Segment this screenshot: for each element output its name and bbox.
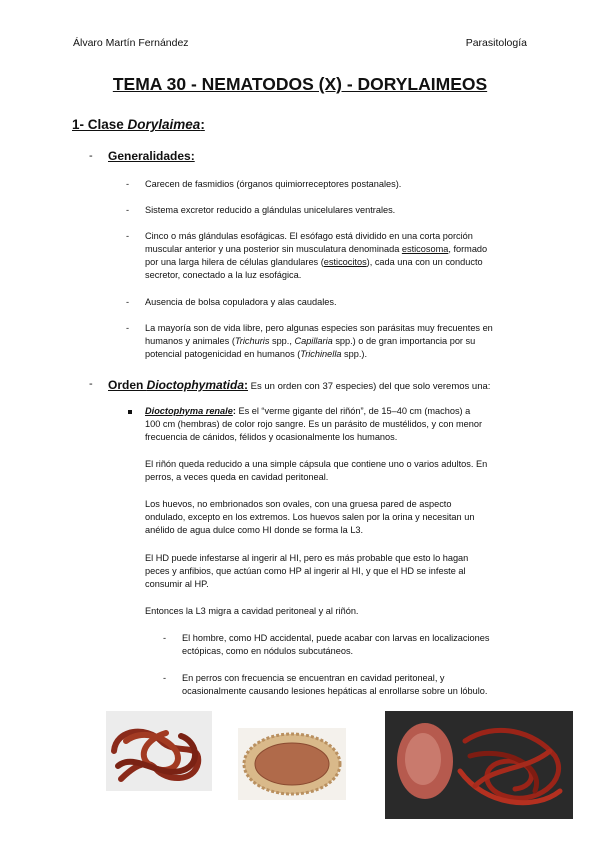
paragraph-line: Los huevos, no embrionados son ovales, con una gruesa pared de aspecto [145,499,452,509]
species-intro-line: Dioctophyma renale: Es el “verme gigante del riñón”, de 15–40 cm (machos) a [145,406,471,416]
square-bullet [128,410,132,414]
paragraph-line: perros, a veces queda en cavidad peritoneal. [145,472,329,482]
sub-list-item-line: ocasionalmente causando lesiones hepáticas al enrollarse sobre un lóbulo. [182,686,488,696]
sub-list-item-line: El hombre, como HD accidental, puede acabar con larvas en localizaciones [182,633,490,643]
paragraph-line: consumir al HP. [145,579,209,589]
sub-list-item-line: En perros con frecuencia se encuentran en cavidad peritoneal, y [182,673,445,683]
species-name: Dioctophyma renale [145,406,233,416]
paragraph-line: El HD puede infestarse al ingerir al HI, pero es más probable que esto lo hagan [145,553,469,563]
section-suffix: : [200,117,205,132]
header-subject: Parasitología [465,37,527,49]
list-item: Sistema excretor reducido a glándulas unicelulares ventrales. [145,205,396,215]
list-item-line: potencial patogenicidad en humanos (Trichinella spp.). [145,349,367,359]
bullet-dash: - [126,179,130,189]
generalidades-heading: Generalidades: [108,149,195,163]
paragraph-line: ondulado, excepto en los extremos. Los huevos salen por la orina y necesitan un [145,512,475,522]
paragraph-line: El riñón queda reducido a una simple cápsula que contiene uno o varios adultos. En [145,459,488,469]
bullet-dash: - [126,297,130,307]
bullet-dash: - [126,231,130,241]
document-title: TEMA 30 - NEMATODOS (X) - DORYLAIMEOS [112,74,488,94]
worm-photo [106,711,212,791]
species-intro-line: 100 cm (hembras) de color rojo sangre. Es un parásito de mustélidos, y con menor [145,419,483,429]
section-heading-dorylaimea [72,117,205,132]
list-item-line: humanos y animales (Trichuris spp., Capillaria spp.) o de gran importancia por su [145,336,476,346]
species-intro-line: frecuencia de cánidos, félidos y ocasionalmente los humanos. [145,432,398,442]
paragraph-line: Entonces la L3 migra a cavidad peritoneal y al riñón. [145,606,359,616]
paragraph-line: peces y anfibios, que actúan como HP al ingerir al HI, y que el HD se infeste al [145,566,466,576]
dash-marker: - [89,150,93,162]
paragraph-line: anélido de agua dulce como HI donde se forma la L3. [145,525,364,535]
sub-list-item-line: ectópicas, como en nódulos subcutáneos. [182,646,354,656]
bullet-dash: - [126,323,130,333]
sub-bullet-dash: - [163,673,167,683]
sub-bullet-dash: - [163,633,167,643]
section-italic: Dorylaimea [127,117,201,132]
header-author: Álvaro Martín Fernández [73,37,189,49]
egg-photo [238,728,346,800]
orden-heading: Orden Dioctophymatida: Es un orden con 37 especies) del que solo veremos una: [108,378,491,392]
section-prefix: 1- Clase [72,117,128,132]
kidney-dissection-photo [385,711,573,819]
list-item: Carecen de fasmidios (órganos quimiorreceptores postanales). [145,179,402,189]
term-esticocitos: esticocitos [323,257,367,267]
list-item-line: Cinco o más glándulas esofágicas. El esófago está dividido en una corta porción [145,231,473,241]
list-item-line: muscular anterior y una posterior sin musculatura denominada esticosoma, formado [145,244,488,254]
list-item: Ausencia de bolsa copuladora y alas caudales. [145,297,337,307]
list-item-line: secretor, conectado a la luz esofágica. [145,270,302,280]
list-item-line: por una larga hilera de células glandulares (esticocitos), cada una con un conducto [145,257,483,267]
list-item-line: La mayoría son de vida libre, pero algunas especies son parásitas muy frecuentes en [145,323,493,333]
bullet-dash: - [126,205,130,215]
term-esticosoma: esticosoma [401,244,449,254]
dash-marker: - [89,378,93,390]
